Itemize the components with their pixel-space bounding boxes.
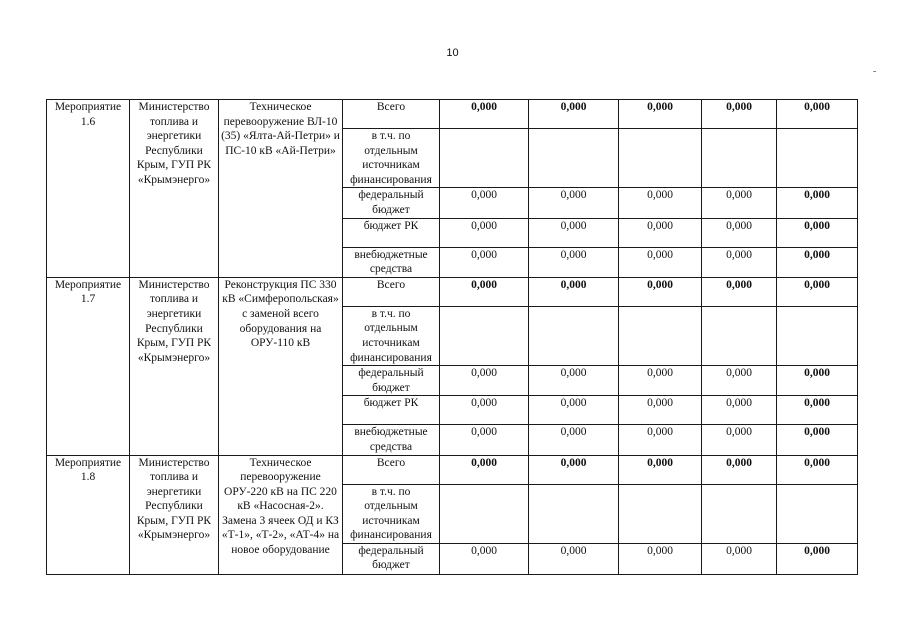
funding-value: 0,000 (777, 218, 858, 247)
funding-source: федеральный бюджет (343, 188, 440, 218)
funding-value: 0,000 (619, 366, 702, 396)
page-number: 10 (446, 47, 459, 59)
measure-id: Мероприятие 1.6 (47, 100, 130, 278)
funding-source: федеральный бюджет (343, 366, 440, 396)
funding-source: Всего (343, 455, 440, 484)
funding-value: 0,000 (619, 425, 702, 455)
funding-value: 0,000 (529, 277, 619, 306)
funding-value: 0,000 (619, 543, 702, 574)
funding-value (529, 129, 619, 188)
funding-value: 0,000 (440, 247, 529, 277)
funding-value: 0,000 (440, 277, 529, 306)
funding-value: 0,000 (529, 455, 619, 484)
funding-value: 0,000 (702, 543, 777, 574)
funding-value: 0,000 (777, 100, 858, 129)
table-row (47, 455, 858, 484)
funding-value: 0,000 (702, 455, 777, 484)
funding-value (777, 129, 858, 188)
table-row (47, 100, 858, 129)
funding-value: 0,000 (440, 100, 529, 129)
funding-value (777, 306, 858, 365)
funding-value: 0,000 (777, 188, 858, 218)
funding-value (777, 484, 858, 543)
funding-value (619, 484, 702, 543)
measure-executor: Министерство топлива и энергетики Республики Крым, ГУП РК «Крымэнерго» (130, 100, 219, 278)
measure-name: Техническое перевооружение ВЛ-10 (35) «Ялта-Ай-Петри» и ПС-10 кВ «Ай-Петри» (219, 100, 343, 278)
funding-value: 0,000 (440, 188, 529, 218)
funding-value: 0,000 (619, 218, 702, 247)
funding-value: 0,000 (529, 425, 619, 455)
funding-value (702, 129, 777, 188)
funding-value: 0,000 (529, 218, 619, 247)
funding-source: в т.ч. по отдельным источникам финансирования (343, 129, 440, 188)
funding-value: 0,000 (702, 188, 777, 218)
funding-value: 0,000 (440, 366, 529, 396)
funding-value: 0,000 (619, 455, 702, 484)
funding-value: 0,000 (529, 396, 619, 425)
funding-source: федеральный бюджет (343, 543, 440, 574)
funding-value: 0,000 (702, 218, 777, 247)
funding-source: Всего (343, 277, 440, 306)
funding-value (619, 306, 702, 365)
funding-value: 0,000 (529, 543, 619, 574)
funding-value (702, 484, 777, 543)
funding-value: 0,000 (702, 277, 777, 306)
funding-value (529, 484, 619, 543)
measure-executor: Министерство топлива и энергетики Республики Крым, ГУП РК «Крымэнерго» (130, 455, 219, 574)
funding-value: 0,000 (702, 396, 777, 425)
funding-source: в т.ч. по отдельным источникам финансирования (343, 306, 440, 365)
funding-value: 0,000 (529, 366, 619, 396)
table-row (47, 277, 858, 306)
funding-value: 0,000 (777, 366, 858, 396)
measure-name: Техническое перевооружение ОРУ-220 кВ на ПС 220 кВ «Насосная-2». Замена 3 ячеек ОД и КЗ «Т-1», «Т-2», «АТ-4» на новое оборудование (219, 455, 343, 574)
funding-value: 0,000 (619, 188, 702, 218)
funding-value: 0,000 (619, 396, 702, 425)
funding-value: 0,000 (440, 455, 529, 484)
funding-value: 0,000 (619, 100, 702, 129)
funding-value: 0,000 (440, 218, 529, 247)
funding-value: 0,000 (440, 543, 529, 574)
funding-value: 0,000 (529, 100, 619, 129)
funding-value (440, 129, 529, 188)
margin-mark: - (873, 66, 877, 77)
funding-value: 0,000 (777, 543, 858, 574)
funding-source: бюджет РК (343, 218, 440, 247)
funding-source: внебюджетные средства (343, 247, 440, 277)
funding-value: 0,000 (529, 188, 619, 218)
funding-source: бюджет РК (343, 396, 440, 425)
measure-executor: Министерство топлива и энергетики Республики Крым, ГУП РК «Крымэнерго» (130, 277, 219, 455)
measure-id: Мероприятие 1.7 (47, 277, 130, 455)
funding-source: внебюджетные средства (343, 425, 440, 455)
funding-value (440, 484, 529, 543)
measure-id: Мероприятие 1.8 (47, 455, 130, 574)
funding-value: 0,000 (440, 425, 529, 455)
funding-value: 0,000 (702, 366, 777, 396)
funding-value: 0,000 (702, 100, 777, 129)
funding-table (46, 99, 858, 575)
funding-value: 0,000 (529, 247, 619, 277)
funding-value: 0,000 (440, 396, 529, 425)
measure-name: Реконструкция ПС 330 кВ «Симферопольская» с заменой всего оборудования на ОРУ-110 кВ (219, 277, 343, 455)
funding-value: 0,000 (777, 425, 858, 455)
funding-source: Всего (343, 100, 440, 129)
funding-value (440, 306, 529, 365)
funding-source: в т.ч. по отдельным источникам финансирования (343, 484, 440, 543)
funding-value (702, 306, 777, 365)
funding-value (619, 129, 702, 188)
funding-value: 0,000 (777, 396, 858, 425)
funding-value: 0,000 (777, 455, 858, 484)
funding-value: 0,000 (619, 247, 702, 277)
funding-value: 0,000 (777, 277, 858, 306)
funding-value: 0,000 (777, 247, 858, 277)
funding-value: 0,000 (619, 277, 702, 306)
funding-value: 0,000 (702, 425, 777, 455)
funding-value: 0,000 (702, 247, 777, 277)
funding-value (529, 306, 619, 365)
